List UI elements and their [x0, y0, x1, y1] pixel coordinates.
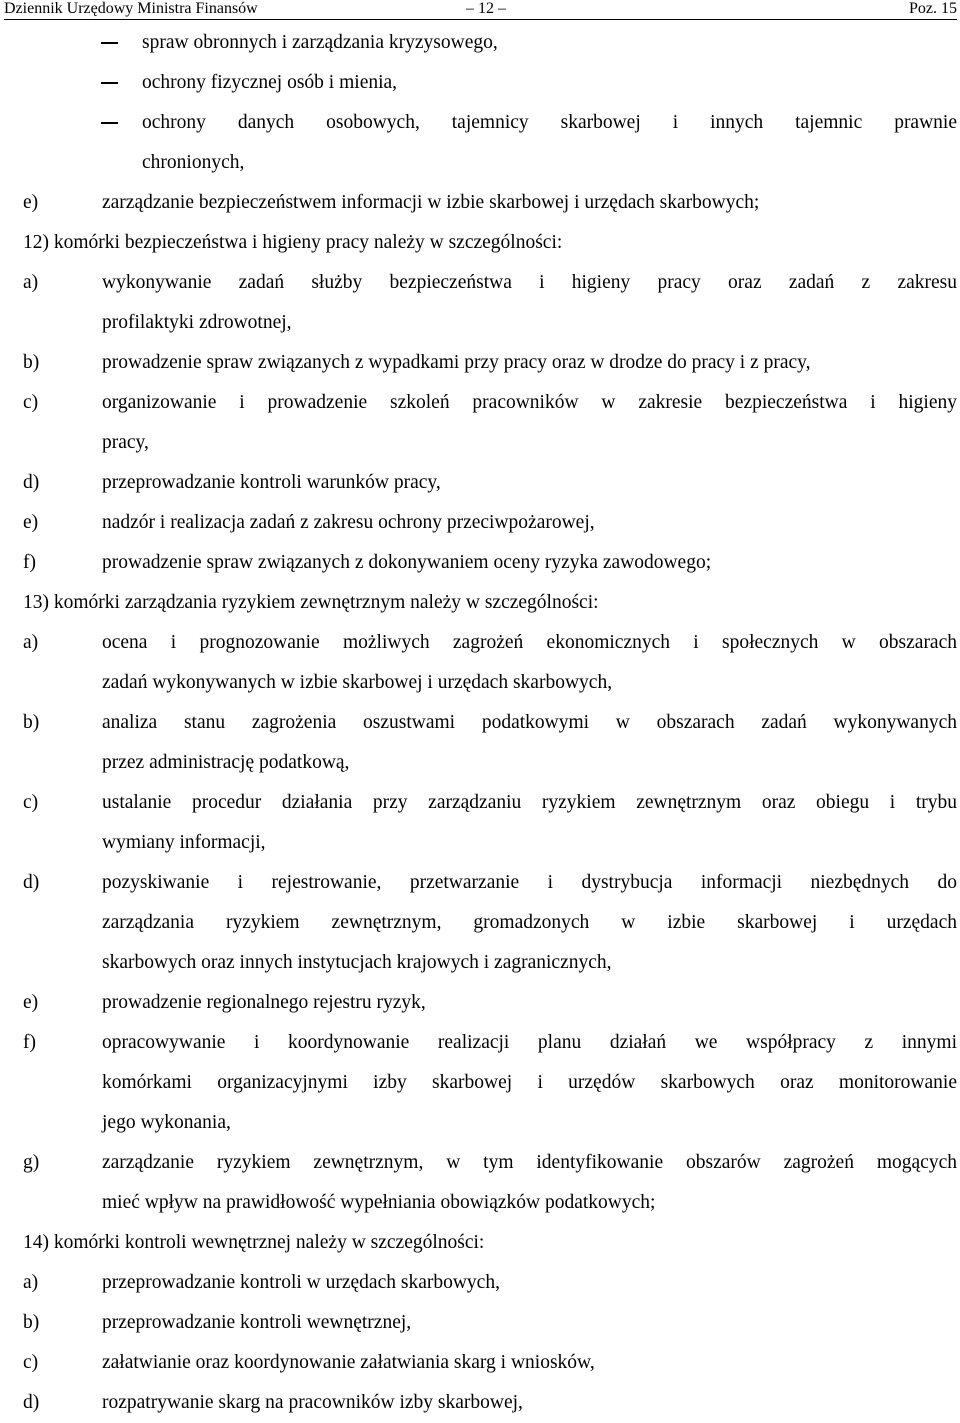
section-heading: 12) komórki bezpieczeństwa i higieny pracy należy w szczególności:: [23, 232, 563, 253]
item-text-line: jego wykonania,: [102, 1112, 231, 1133]
page-header: [4, 0, 957, 20]
item-label: d): [23, 1392, 40, 1413]
item-text-line: przeprowadzanie kontroli wewnętrznej,: [102, 1312, 412, 1333]
item-label: a): [23, 632, 39, 653]
item-label: d): [23, 472, 40, 493]
dash-bullet: [101, 122, 118, 124]
item-text-line: organizowanie i prowadzenie szkoleń pracowników w zakresie bezpieczeństwa i higieny: [102, 392, 957, 413]
item-text-line: nadzór i realizacja zadań z zakresu ochrony przeciwpożarowej,: [102, 512, 595, 533]
dash-item-text: ochrony danych osobowych, tajemnicy skarbowej i innych tajemnic prawnie: [142, 112, 957, 133]
item-text-line: przeprowadzanie kontroli warunków pracy,: [102, 472, 441, 493]
dash-item-text: chronionych,: [142, 152, 245, 173]
item-label: f): [23, 1032, 36, 1053]
dash-item-text: spraw obronnych i zarządzania kryzysowego,: [142, 32, 498, 53]
dash-bullet: [101, 82, 118, 84]
item-label: d): [23, 872, 40, 893]
item-label: b): [23, 1312, 40, 1333]
item-text-line: ocena i prognozowanie możliwych zagrożeń ekonomicznych i społecznych w obszarach: [102, 632, 957, 653]
item-label: a): [23, 1272, 39, 1293]
section-heading: 14) komórki kontroli wewnętrznej należy w szczególności:: [23, 1232, 485, 1253]
item-text-line: komórkami organizacyjnymi izby skarbowej i urzędów skarbowych oraz monitorowanie: [102, 1072, 957, 1093]
item-text-line: ustalanie procedur działania przy zarządzaniu ryzykiem zewnętrznym oraz obiegu i trybu: [102, 792, 957, 813]
item-label: a): [23, 272, 39, 293]
item-text-line: rozpatrywanie skarg na pracowników izby skarbowej,: [102, 1392, 523, 1413]
item-label: f): [23, 552, 36, 573]
header-position: Poz. 15: [909, 0, 957, 17]
item-text-line: zadań wykonywanych w izbie skarbowej i urzędach skarbowych,: [102, 672, 613, 693]
item-text-line: opracowywanie i koordynowanie realizacji planu działań we współpracy z innymi: [102, 1032, 957, 1053]
dash-item-text: ochrony fizycznej osób i mienia,: [142, 72, 398, 93]
item-label: c): [23, 792, 39, 813]
item-text-line: wykonywanie zadań służby bezpieczeństwa i higieny pracy oraz zadań z zakresu: [102, 272, 957, 293]
item-label: b): [23, 352, 40, 373]
item-text-line: pozyskiwanie i rejestrowanie, przetwarzanie i dystrybucja informacji niezbędnych do: [102, 872, 957, 893]
item-text-line: analiza stanu zagrożenia oszustwami podatkowymi w obszarach zadań wykonywanych: [102, 712, 957, 733]
item-text-line: wymiany informacji,: [102, 832, 266, 853]
item-text-line: przeprowadzanie kontroli w urzędach skarbowych,: [102, 1272, 500, 1293]
item-label: b): [23, 712, 40, 733]
item-label: c): [23, 392, 39, 413]
item-label: g): [23, 1152, 40, 1173]
item-text-line: zarządzanie ryzykiem zewnętrznym, w tym identyfikowanie obszarów zagrożeń mogących: [102, 1152, 957, 1173]
item-text-line: prowadzenie regionalnego rejestru ryzyk,: [102, 992, 426, 1013]
item-text-line: mieć wpływ na prawidłowość wypełniania obowiązków podatkowych;: [102, 1192, 656, 1213]
section-heading: 13) komórki zarządzania ryzykiem zewnętrznym należy w szczególności:: [23, 592, 599, 613]
dash-bullet: [101, 42, 118, 44]
header-journal-title: Dziennik Urzędowy Ministra Finansów: [4, 0, 258, 17]
item-text-line: pracy,: [102, 432, 149, 453]
item-text-line: zarządzania ryzykiem zewnętrznym, gromadzonych w izbie skarbowej i urzędach: [102, 912, 957, 933]
item-text-line: prowadzenie spraw związanych z wypadkami przy pracy oraz w drodze do pracy i z pracy,: [102, 352, 811, 373]
item-label: e): [23, 992, 39, 1013]
item-text-line: załatwianie oraz koordynowanie załatwiania skarg i wniosków,: [102, 1352, 595, 1373]
item-label: e): [23, 192, 39, 213]
item-label: e): [23, 512, 39, 533]
item-text-line: profilaktyki zdrowotnej,: [102, 312, 292, 333]
item-text-line: skarbowych oraz innych instytucjach krajowych i zagranicznych,: [102, 952, 612, 973]
item-text-line: prowadzenie spraw związanych z dokonywaniem oceny ryzyka zawodowego;: [102, 552, 712, 573]
header-page-number: – 12 –: [466, 0, 506, 17]
item-label: c): [23, 1352, 39, 1373]
item-text-line: zarządzanie bezpieczeństwem informacji w izbie skarbowej i urzędach skarbowych;: [102, 192, 760, 213]
item-text-line: przez administrację podatkową,: [102, 752, 350, 773]
